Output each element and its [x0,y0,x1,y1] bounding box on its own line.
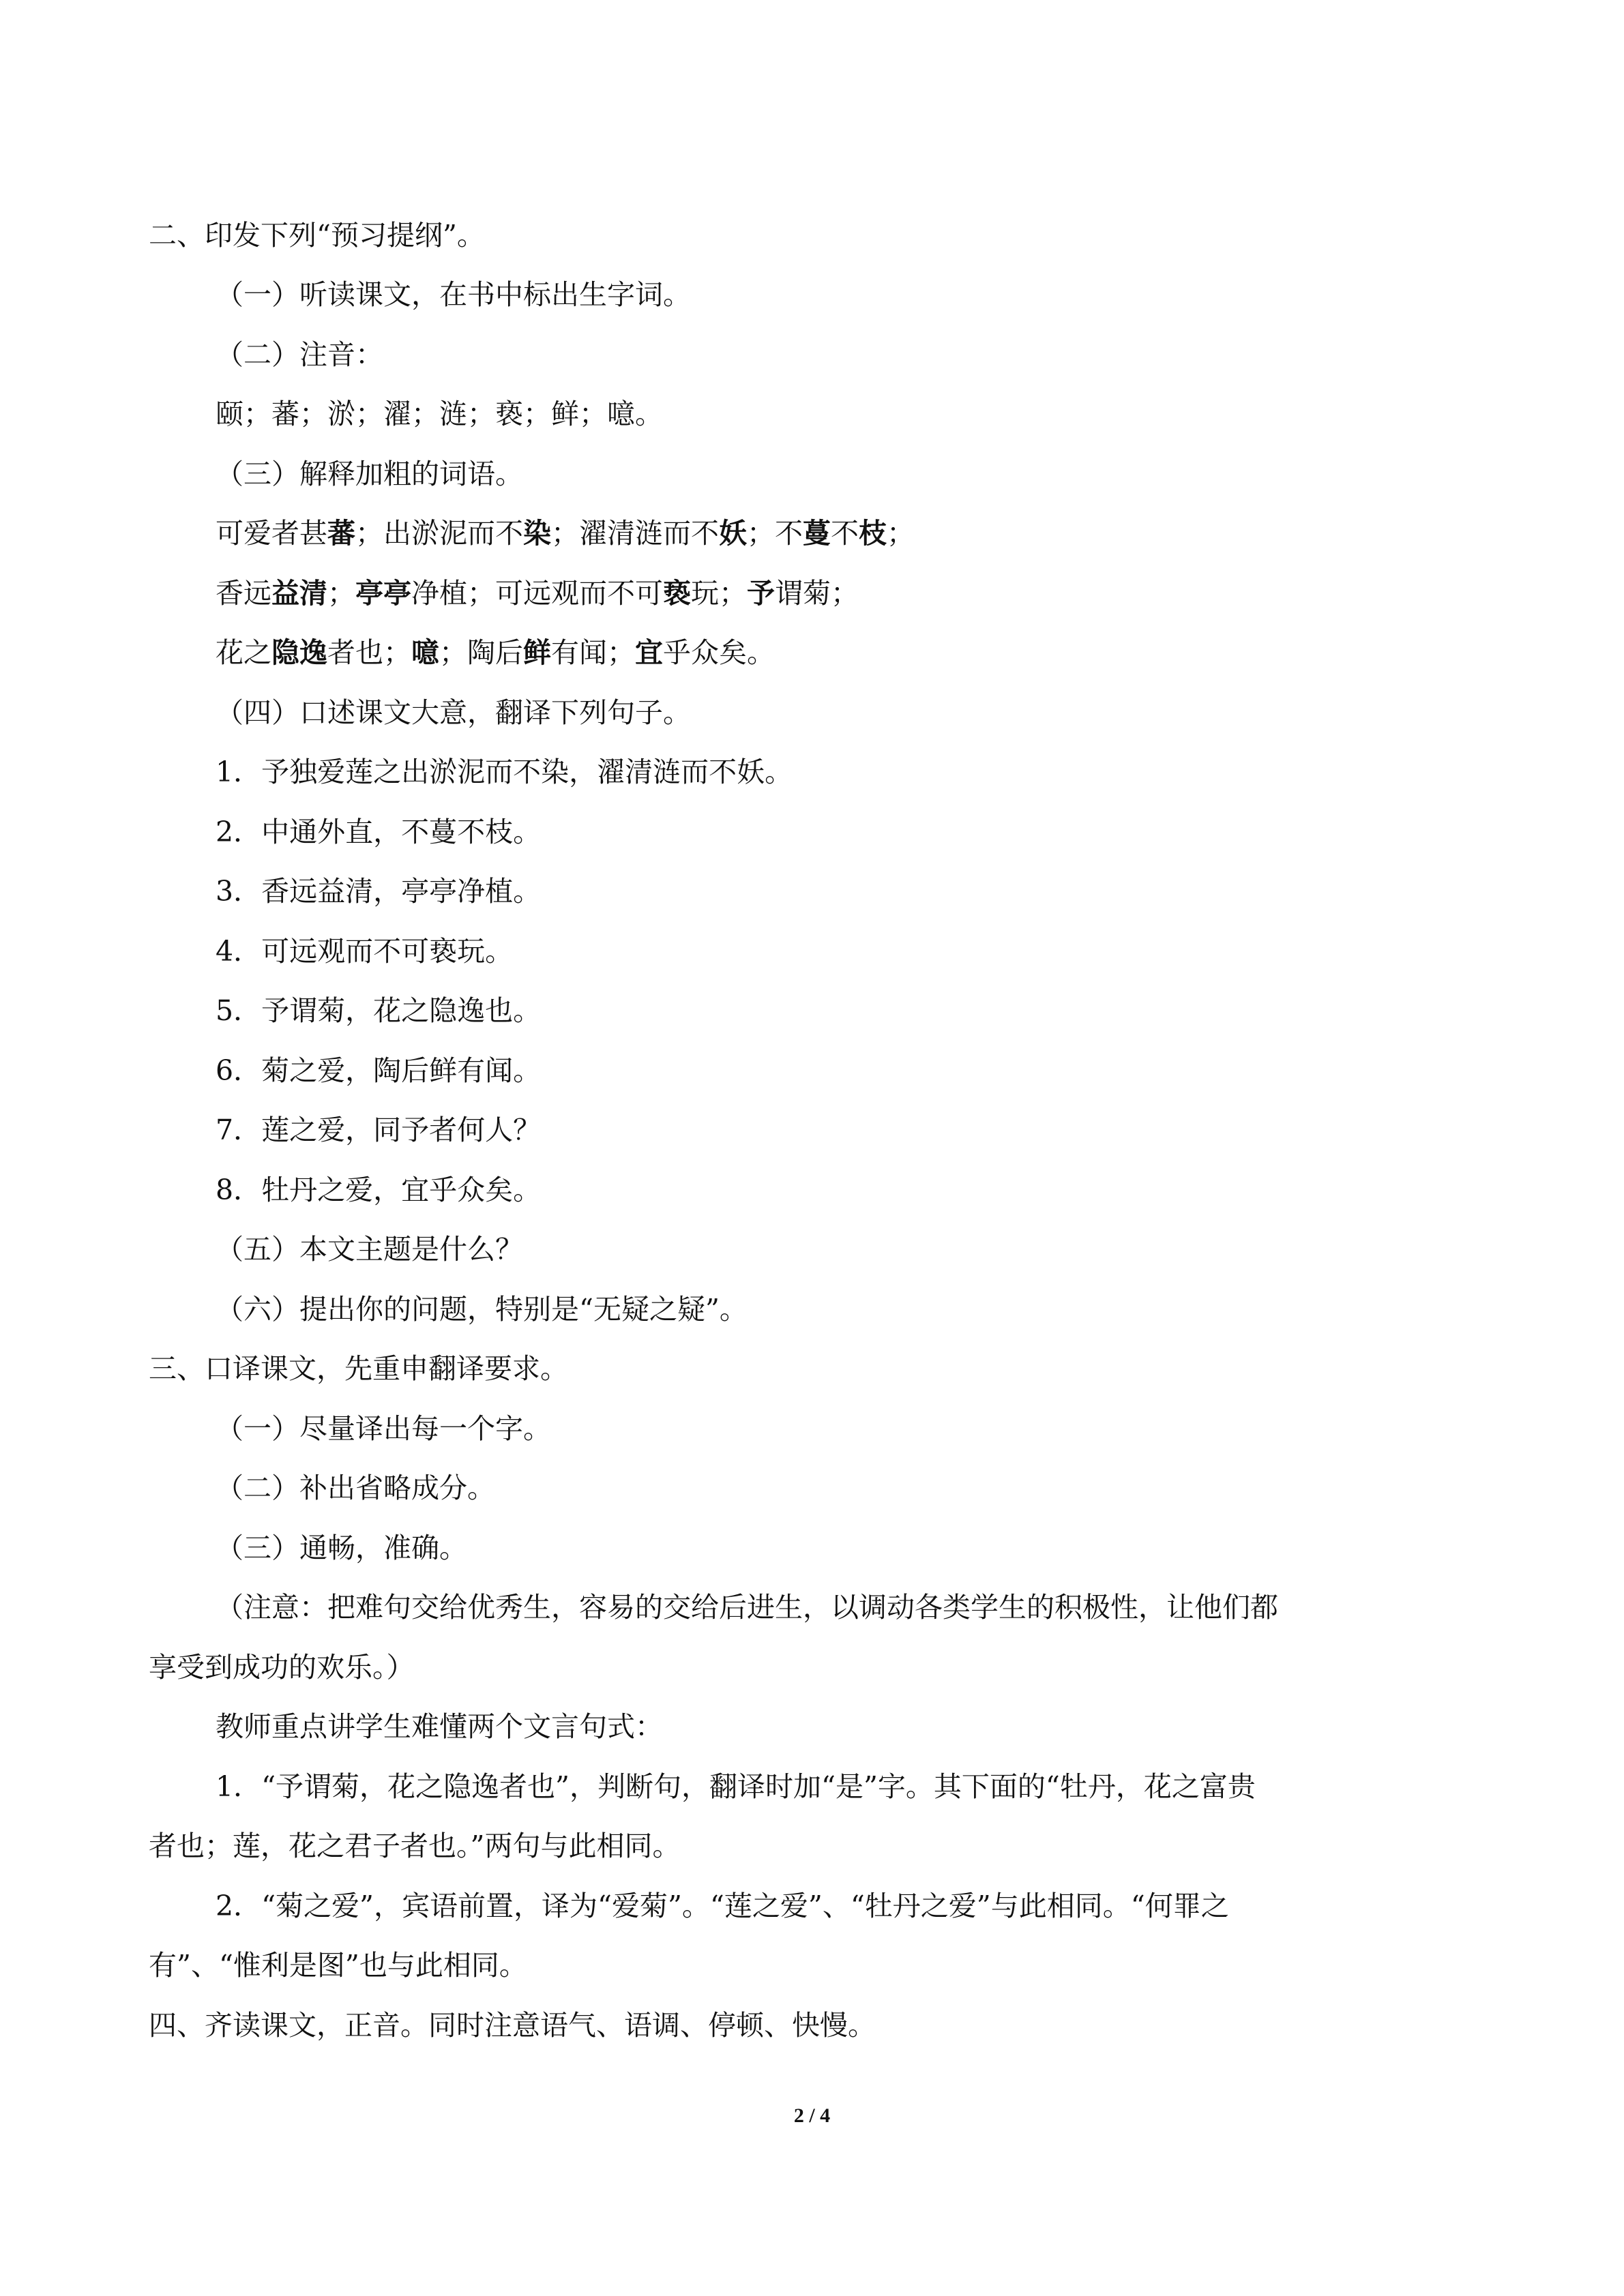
vocab-line-2: 香远益清；亭亭净植；可远观而不可亵玩；予谓菊； [216,577,859,610]
section-heading-2: 二、印发下列“预习提纲”。 [149,219,485,252]
sentence-4: 4．可远观而不可亵玩。 [216,935,514,968]
outline-item-2: （二）注音： [216,338,383,371]
outline-item-1: （一）听读课文，在书中标出生字词。 [216,278,691,311]
teacher-focus-line: 教师重点讲学生难懂两个文言句式： [216,1710,663,1743]
section-heading-4: 四、齐读课文，正音。同时注意语气、语调、停顿、快慢。 [149,2009,876,2042]
sentence-3: 3．香远益清，亭亭净植。 [216,875,542,908]
sentence-5: 5．予谓菊，花之隐逸也。 [216,994,542,1027]
outline-item-5: （五）本文主题是什么？ [216,1233,523,1266]
grammar-point-2-line-1: 2．“菊之爱”，宾语前置，译为“爱菊”。“莲之爱”、“牡丹之爱”与此相同。“何罪之 [216,1890,1229,1922]
note-paragraph-line-2: 享受到成功的欢乐。） [149,1651,415,1684]
sentence-7: 7．莲之爱，同予者何人？ [216,1114,542,1146]
grammar-point-1-line-2: 者也；莲，花之君子者也。”两句与此相同。 [149,1830,681,1862]
sentence-2: 2．中通外直，不蔓不枝。 [216,816,542,848]
requirement-1: （一）尽量译出每一个字。 [216,1412,551,1445]
outline-item-3: （三）解释加粗的词语。 [216,458,523,490]
section-heading-3: 三、口译课文，先重申翻译要求。 [149,1352,568,1385]
vocab-line-1: 可爱者甚蕃；出淤泥而不染；濯清涟而不妖；不蔓不枝； [216,517,915,550]
note-paragraph-line-1: （注意：把难句交给优秀生，容易的交给后进生，以调动各类学生的积极性，让他们都 [216,1591,1278,1624]
sentence-1: 1．予独爱莲之出淤泥而不染，濯清涟而不妖。 [216,756,793,788]
requirement-3: （三）通畅，准确。 [216,1532,467,1564]
page-number: 2 / 4 [793,2104,831,2127]
grammar-point-1-line-1: 1．“予谓菊，花之隐逸者也”，判断句，翻译时加“是”字。其下面的“牡丹，花之富贵 [216,1770,1256,1803]
sentence-6: 6．菊之爱，陶后鲜有闻。 [216,1054,542,1087]
vocab-line-3: 花之隐逸者也；噫；陶后鲜有闻；宜乎众矣。 [216,636,775,669]
outline-item-4: （四）口述课文大意，翻译下列句子。 [216,696,691,729]
sentence-8: 8．牡丹之爱，宜乎众矣。 [216,1174,542,1206]
grammar-point-2-line-2: 有”、“惟利是图”也与此相同。 [149,1949,527,1982]
pronunciation-chars: 颐；蕃；淤；濯；涟；亵；鲜；噫。 [216,398,663,430]
outline-item-6: （六）提出你的问题，特别是“无疑之疑”。 [216,1293,748,1326]
requirement-2: （二）补出省略成分。 [216,1472,495,1504]
